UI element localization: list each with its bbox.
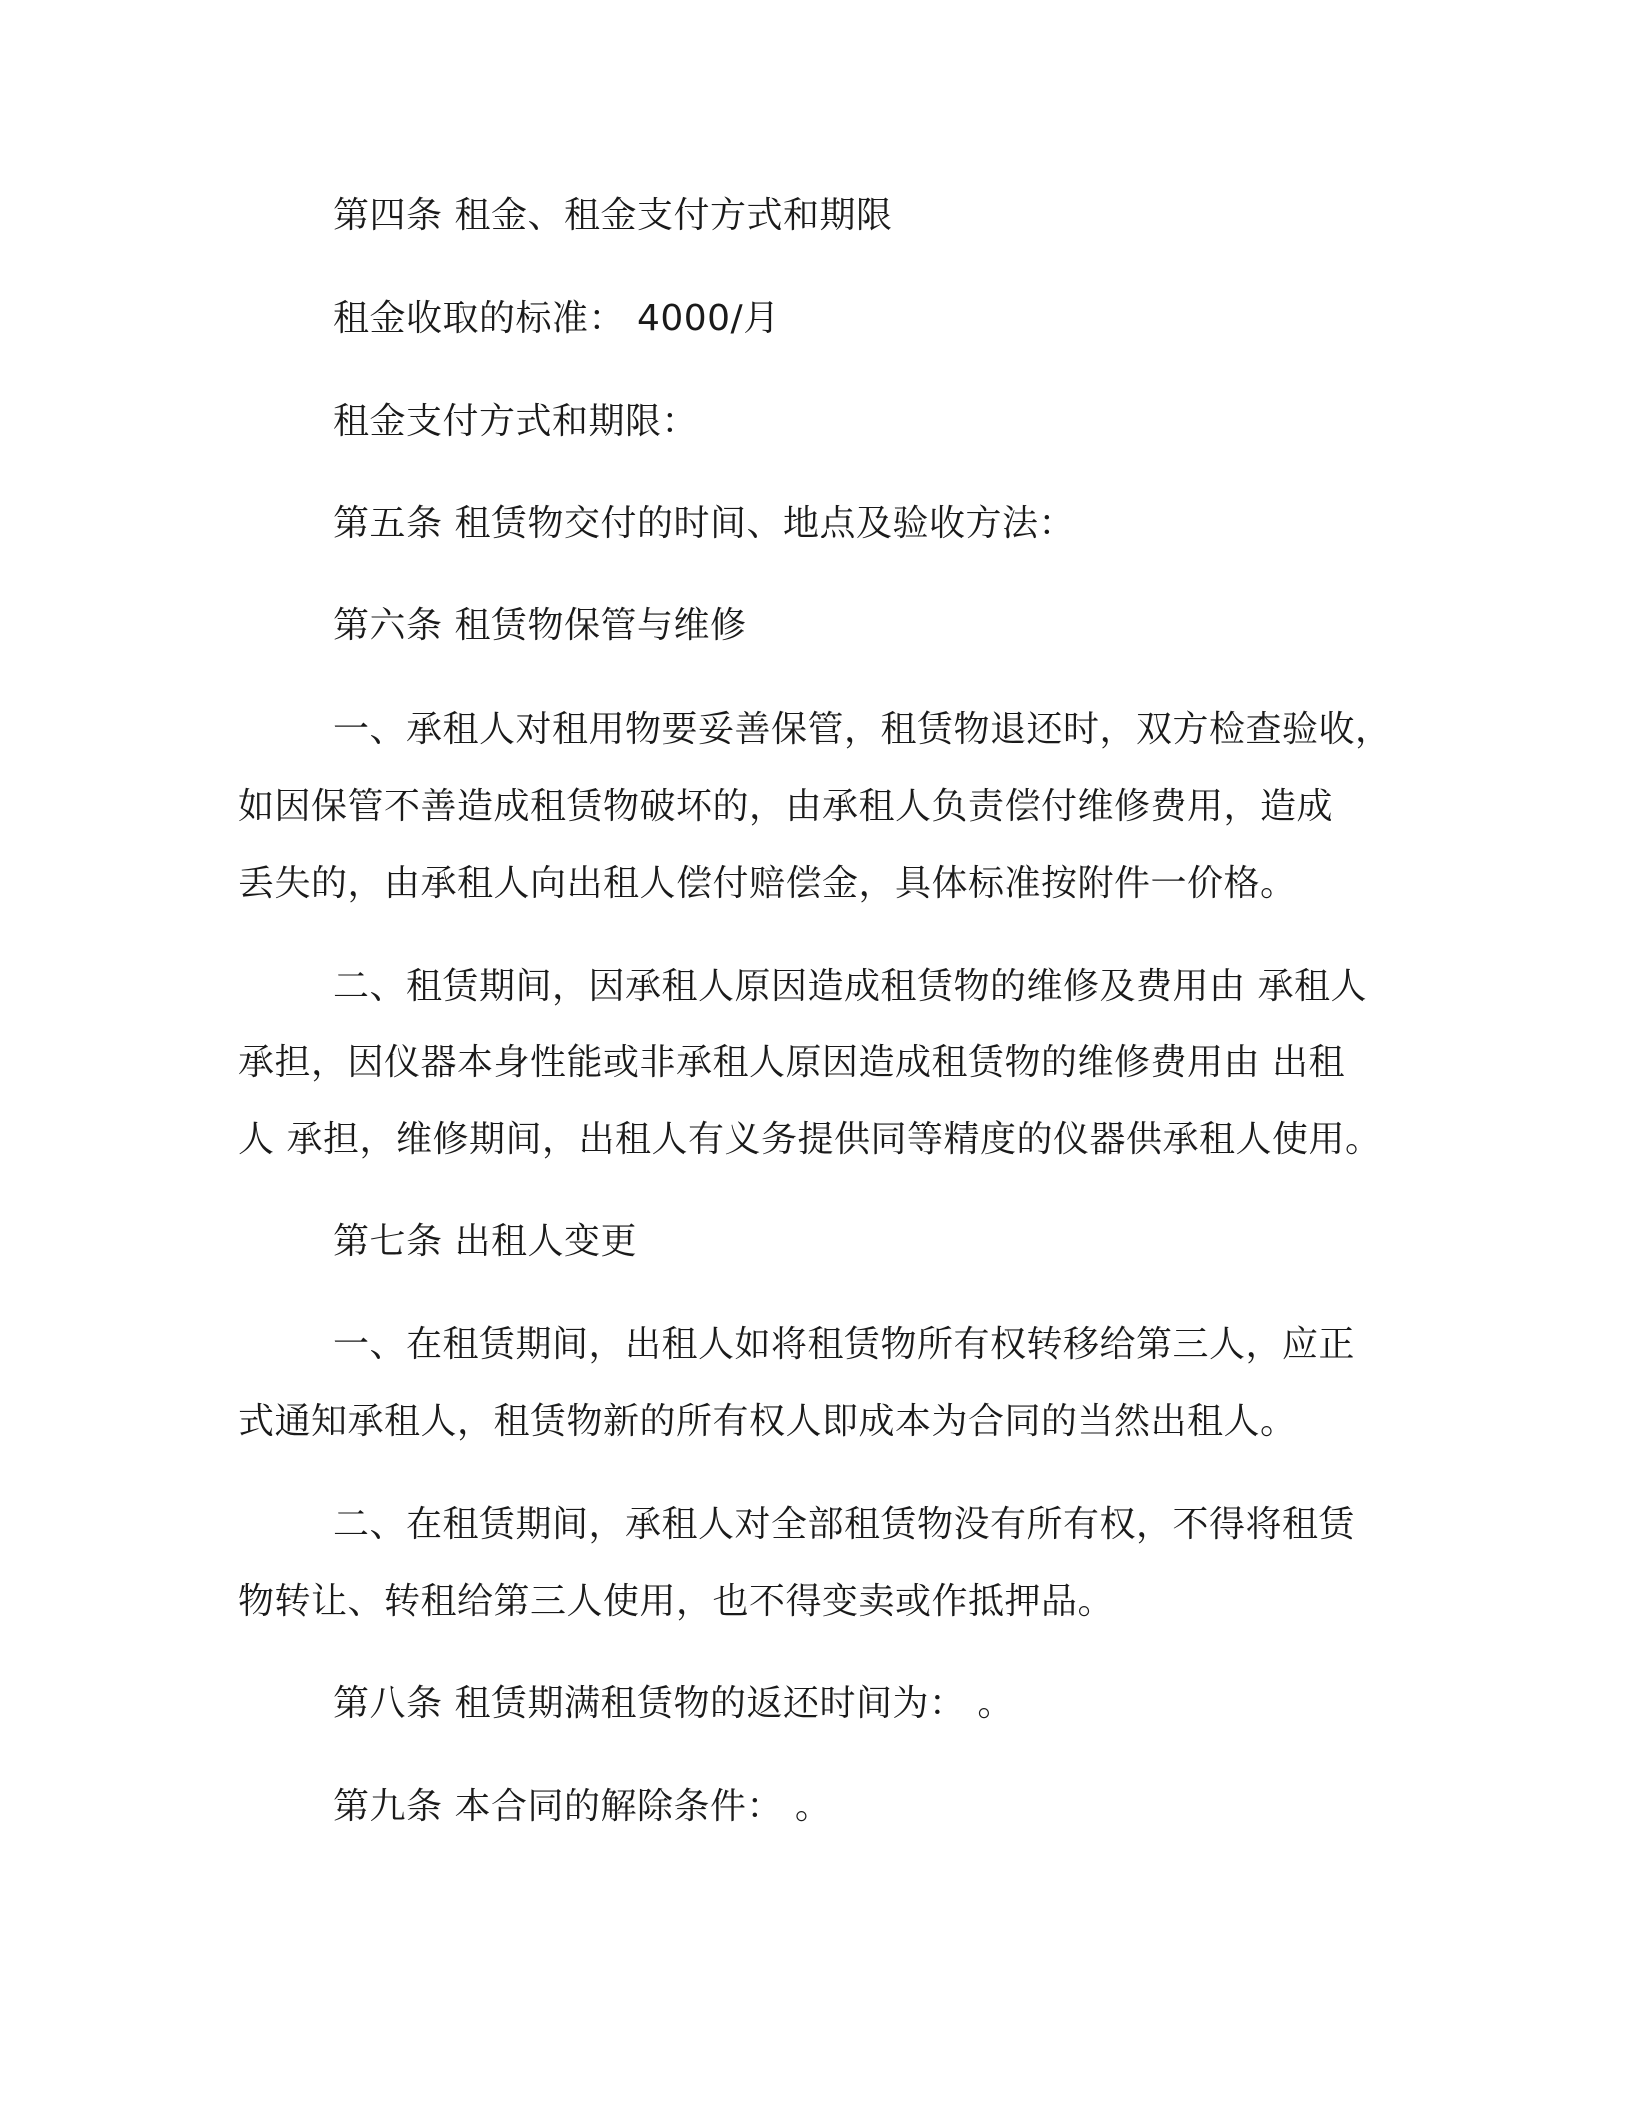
rent-standard: 租金收取的标准： 4000/月: [333, 298, 780, 339]
article-6-para-1-line-3: 丢失的，由承租人向出租人偿付赔偿金，具体标准按附件一价格。: [238, 863, 1297, 904]
article-7-para-1-line-2: 式通知承租人，租赁物新的所有权人即成本为合同的当然出租人。: [238, 1401, 1297, 1442]
payment-method: 租金支付方式和期限：: [333, 401, 699, 442]
article-6-para-2-line-3: 人 承担，维修期间，出租人有义务提供同等精度的仪器供承租人使用。: [238, 1119, 1382, 1160]
article-6-para-1-line-2: 如因保管不善造成租赁物破坏的，由承租人负责偿付维修费用，造成: [238, 786, 1334, 827]
article-6-para-1-line-1: 一、承租人对租用物要妥善保管，租赁物退还时，双方检查验收，: [333, 709, 1392, 750]
article-9-heading: 第九条 本合同的解除条件： 。: [333, 1786, 832, 1827]
article-7-para-2-line-2: 物转让、转租给第三人使用，也不得变卖或作抵押品。: [238, 1581, 1115, 1622]
article-6-para-2-line-1: 二、租赁期间，因承租人原因造成租赁物的维修及费用由 承租人: [333, 966, 1367, 1007]
article-6-heading: 第六条 租赁物保管与维修: [333, 605, 747, 646]
article-6-para-2-line-2: 承担，因仪器本身性能或非承租人原因造成租赁物的维修费用由 出租: [238, 1042, 1345, 1083]
article-7-para-2-line-1: 二、在租赁期间，承租人对全部租赁物没有所有权，不得将租赁: [333, 1504, 1356, 1545]
article-8-heading: 第八条 租赁期满租赁物的返还时间为： 。: [333, 1683, 1014, 1724]
article-5-heading: 第五条 租赁物交付的时间、地点及验收方法：: [333, 503, 1075, 544]
article-7-para-1-line-1: 一、在租赁期间，出租人如将租赁物所有权转移给第三人，应正: [333, 1324, 1356, 1365]
article-7-heading: 第七条 出租人变更: [333, 1221, 637, 1262]
article-4-heading: 第四条 租金、租金支付方式和期限: [333, 195, 893, 236]
